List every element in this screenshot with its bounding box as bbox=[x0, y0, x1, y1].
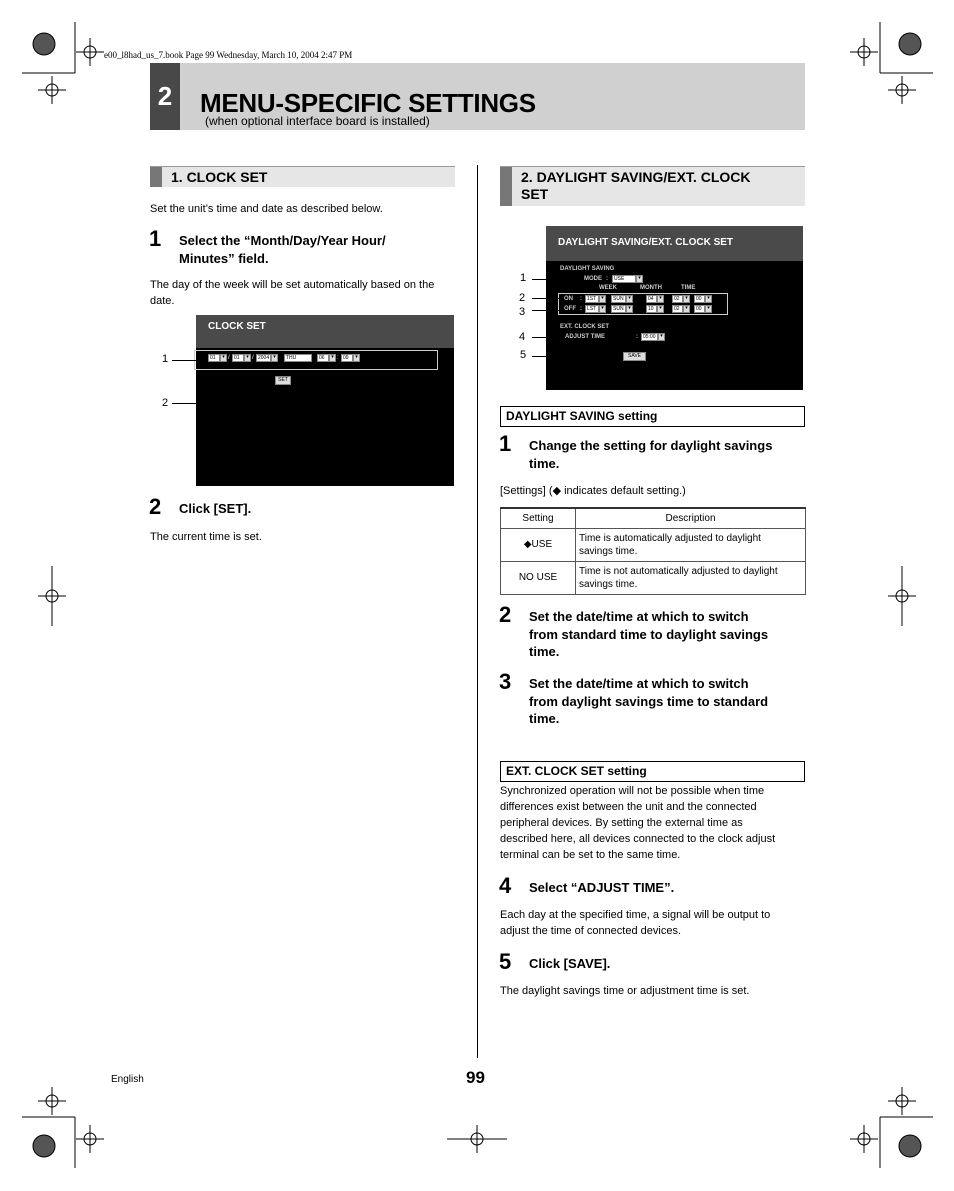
clock-set-intro: Set the unit’s time and date as described below. bbox=[150, 203, 383, 215]
off-minute-field[interactable]: 00 bbox=[694, 305, 705, 313]
settings-note: [Settings] (◆ indicates default setting.) bbox=[500, 485, 686, 497]
book-file-info: e00_l8had_us_7.book Page 99 Wednesday, March 10, 2004 2:47 PM bbox=[104, 50, 353, 60]
mode-dropdown-icon[interactable]: ▾ bbox=[636, 275, 643, 283]
page-number: 99 bbox=[466, 1068, 485, 1087]
off-day-dropdown-icon[interactable]: ▾ bbox=[626, 305, 633, 313]
on-minute-field[interactable]: 00 bbox=[694, 295, 705, 303]
datetime-field-frame bbox=[194, 350, 438, 370]
step-instruction: Click [SET]. bbox=[179, 501, 252, 516]
day-field[interactable]: 01 bbox=[232, 354, 244, 362]
on-hour-dropdown-icon[interactable]: ▾ bbox=[683, 295, 690, 303]
day-dropdown-icon[interactable]: ▾ bbox=[244, 354, 251, 362]
step-instruction: Change the setting for daylight savings time. bbox=[529, 438, 773, 471]
daylight-saving-screen: DAYLIGHT SAVING/EXT. CLOCK SET DAYLIGHT SAVING MODE : USE ▾ WEEK MONTH TIME ON : 1ST ▾ SUN ▾ 04 ▾ 02 ▾ 00 ▾ OFF : LST ▾ SUN ▾ 10 ▾ 02 ▾ 00 ▾ EXT. CLOCK SET ADJUST TIME : 05:00 ▾ SAVE bbox=[546, 226, 803, 390]
screen-title-bar: DAYLIGHT SAVING/EXT. CLOCK SET bbox=[546, 226, 803, 261]
daylight-saving-setting-heading: DAYLIGHT SAVING setting bbox=[500, 406, 805, 427]
weekday-field: THU bbox=[284, 354, 312, 362]
hour-field[interactable]: 06 bbox=[317, 354, 329, 362]
step-number: 3 bbox=[499, 669, 512, 694]
table-header-description: Description bbox=[576, 508, 806, 528]
table-cell-setting: ◆USE bbox=[501, 528, 576, 561]
table-cell-description: Time is not automatically adjusted to daylight savings time. bbox=[576, 561, 806, 594]
mode-field[interactable]: USE bbox=[612, 275, 636, 283]
footer-language: English bbox=[111, 1074, 144, 1085]
ext-clock-set-heading: EXT. CLOCK SET setting bbox=[500, 761, 805, 782]
off-month-dropdown-icon[interactable]: ▾ bbox=[657, 305, 664, 313]
on-hour-field[interactable]: 02 bbox=[672, 295, 683, 303]
year-field[interactable]: 2004 bbox=[258, 355, 270, 361]
on-month-field[interactable]: 04 bbox=[646, 295, 657, 303]
step-note: The daylight savings time or adjustment time is set. bbox=[500, 985, 750, 997]
clock-set-screen: CLOCK SET 01 ▾ / 01 ▾ / 2004 ▾ THU 06 ▾ : 09 ▾ SET bbox=[196, 315, 454, 486]
on-minute-dropdown-icon[interactable]: ▾ bbox=[705, 295, 712, 303]
callout-2: 2 bbox=[162, 397, 169, 409]
section-heading-clock-set: 1. CLOCK SET bbox=[150, 166, 455, 187]
step-number: 4 bbox=[499, 873, 512, 898]
callout-3: 3 bbox=[519, 306, 526, 318]
adjust-time-field[interactable]: 05:00 bbox=[641, 333, 658, 341]
on-day-field[interactable]: SUN bbox=[611, 295, 626, 303]
set-button[interactable]: SET bbox=[275, 376, 291, 385]
table-header-setting: Setting bbox=[501, 508, 576, 528]
chapter-number: 2 bbox=[150, 63, 180, 130]
off-week-dropdown-icon[interactable]: ▾ bbox=[599, 305, 606, 313]
hour-dropdown-icon[interactable]: ▾ bbox=[329, 354, 336, 362]
minute-field[interactable]: 09 bbox=[341, 354, 353, 362]
section-heading-daylight-saving: 2. DAYLIGHT SAVING/EXT. CLOCK SET bbox=[500, 166, 805, 206]
table-row bbox=[501, 528, 806, 561]
step-note: Each day at the specified time, a signal will be output to adjust the time of connected devices. bbox=[500, 909, 771, 937]
off-week-field[interactable]: LST bbox=[585, 305, 599, 313]
table-cell-setting: NO USE bbox=[501, 561, 576, 594]
off-month-field[interactable]: 10 bbox=[646, 305, 657, 313]
step-number: 2 bbox=[499, 602, 512, 627]
month-dropdown-icon[interactable]: ▾ bbox=[220, 354, 227, 362]
save-button[interactable]: SAVE bbox=[623, 352, 646, 361]
callout-1: 1 bbox=[162, 353, 169, 365]
settings-table bbox=[500, 507, 806, 595]
step-note: The current time is set. bbox=[150, 531, 262, 543]
step-number: 5 bbox=[499, 949, 512, 974]
step-instruction: Set the date/time at which to switch from daylight savings time to standard time. bbox=[529, 676, 769, 726]
page-title: MENU-SPECIFIC SETTINGS bbox=[200, 88, 536, 118]
table-cell-description: Time is automatically adjusted to daylight savings time. bbox=[576, 528, 806, 561]
callout-2: 2 bbox=[519, 292, 526, 304]
step-instruction: Set the date/time at which to switch from standard time to daylight savings time. bbox=[529, 609, 769, 659]
ext-clock-paragraph: Synchronized operation will not be possible when time differences exist between the unit and the connected peripheral devices. By setting the external time as described here, all devices connected to the clock adjust terminal can be set to the same time. bbox=[500, 785, 776, 861]
minute-dropdown-icon[interactable]: ▾ bbox=[353, 354, 360, 362]
adjust-time-dropdown-icon[interactable]: ▾ bbox=[658, 333, 665, 341]
step-note: The day of the week will be set automatically based on the date. bbox=[150, 279, 435, 307]
year-dropdown-icon[interactable]: ▾ bbox=[271, 354, 278, 362]
step-instruction: Select the “Month/Day/Year Hour/ Minutes” field. bbox=[179, 233, 386, 266]
on-day-dropdown-icon[interactable]: ▾ bbox=[626, 295, 633, 303]
on-week-dropdown-icon[interactable]: ▾ bbox=[599, 295, 606, 303]
table-row bbox=[501, 561, 806, 594]
step-instruction: Click [SAVE]. bbox=[529, 956, 611, 971]
screen-title-bar: CLOCK SET bbox=[196, 315, 454, 348]
step-number: 1 bbox=[149, 226, 162, 251]
column-divider bbox=[477, 165, 478, 1058]
off-day-field[interactable]: SUN bbox=[611, 305, 626, 313]
step-instruction: Select “ADJUST TIME”. bbox=[529, 880, 675, 895]
callout-4: 4 bbox=[519, 331, 526, 343]
page-subtitle: (when optional interface board is installed) bbox=[205, 114, 430, 128]
step-number: 1 bbox=[499, 431, 512, 456]
on-month-dropdown-icon[interactable]: ▾ bbox=[657, 295, 664, 303]
callout-1: 1 bbox=[520, 272, 527, 284]
step-number: 2 bbox=[149, 494, 162, 519]
off-hour-field[interactable]: 02 bbox=[672, 305, 683, 313]
on-week-field[interactable]: 1ST bbox=[585, 295, 599, 303]
callout-5: 5 bbox=[520, 349, 527, 361]
off-minute-dropdown-icon[interactable]: ▾ bbox=[705, 305, 712, 313]
off-hour-dropdown-icon[interactable]: ▾ bbox=[683, 305, 690, 313]
month-field[interactable]: 01 bbox=[208, 354, 220, 362]
